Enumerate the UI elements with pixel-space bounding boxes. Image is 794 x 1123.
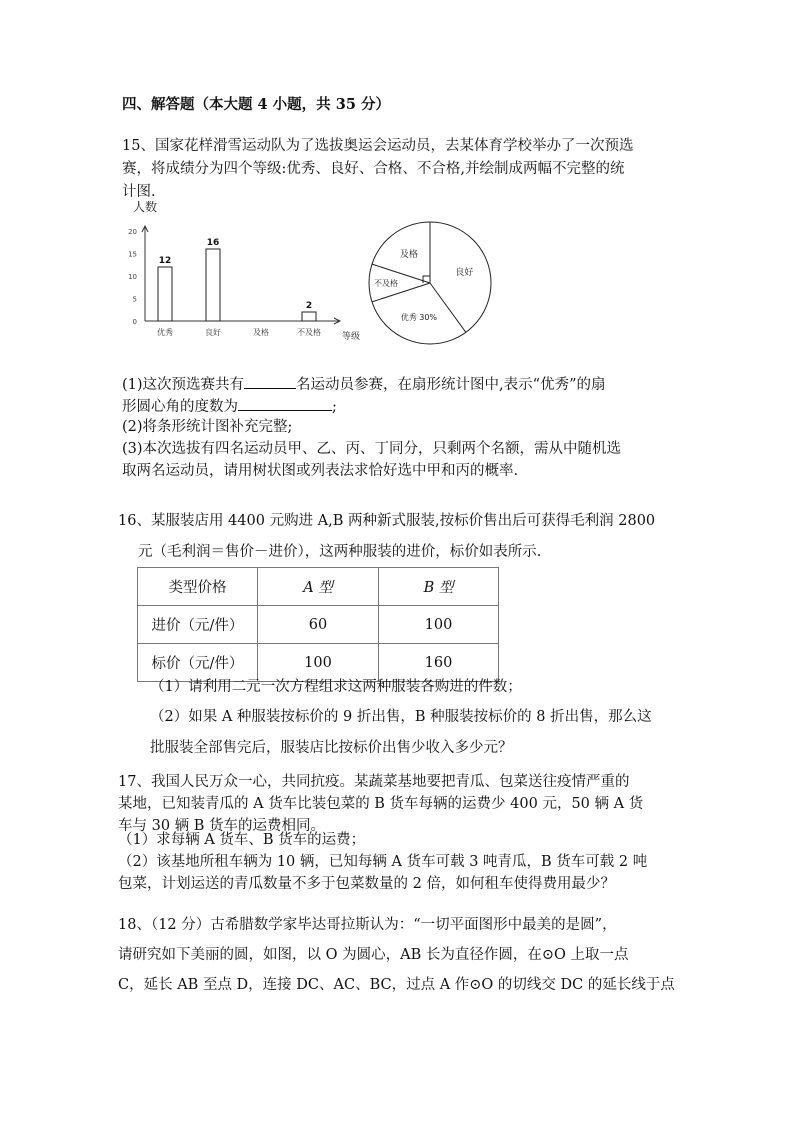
pie-slice-label: 良好 (455, 267, 474, 278)
pie-slice-label: 及格 (399, 249, 418, 260)
answer-blank-angle[interactable] (238, 394, 332, 411)
y-tick-label: 10 (128, 273, 137, 281)
q15-sub1-line-1 (122, 372, 605, 396)
q17-sub2-line-2: 包菜，计划运送的青瓜数量不多于包菜数量的 2 倍，如何租车使得费用最少？ (118, 876, 615, 892)
q15-sub3-line-1: (3)本次选拔有四名运动员甲、乙、丙、丁同分，只剩两个名额，需从中随机选 (122, 441, 622, 457)
q15-line-3: 计图. (122, 184, 156, 200)
q18-line-2: 请研究如下美丽的圆，如图，以 O 为圆心，AB 长为直径作圆，在⊙O 上取一点 (118, 947, 629, 963)
q17-line-2: 某地，已知装青瓜的 A 货车比装包菜的 B 货车每辆的运费少 400 元，50 辆 A 货 (118, 796, 644, 812)
table-header-cell: A 型 (258, 568, 379, 606)
bar-chart (115, 196, 360, 346)
y-tick-label: 20 (128, 228, 137, 236)
y-tick-label: 15 (128, 250, 137, 259)
pie-chart (362, 218, 502, 348)
q16-line-2: 元（毛利润＝售价－进价），这两种服装的进价，标价如表所示. (138, 544, 542, 560)
bar-1 (206, 249, 220, 321)
table-cell: 进价（元/件） (138, 606, 258, 644)
q17-sub2-line-1: （2）该基地所租车辆为 10 辆，已知每辆 A 货车可载 3 吨青瓜，B 货车可载 2 吨 (118, 854, 648, 870)
category-label: 不及格 (297, 328, 321, 337)
q15-sub1-part-a: (1)这次预选赛共有 (122, 377, 245, 393)
table-cell: 100 (258, 644, 379, 682)
category-label: 优秀 (157, 328, 173, 337)
q16-sub2-line-1: （2）如果 A 种服装按标价的 9 折出售，B 种服装按标价的 8 折出售，那么这 (150, 709, 652, 725)
y-tick-label: 5 (132, 295, 137, 304)
q15-sub1-line-2 (122, 394, 337, 418)
section-title: 四、解答题（本大题 4 小题，共 35 分） (122, 96, 390, 113)
table-cell: 标价（元/件） (138, 644, 258, 682)
data-label: 16 (206, 238, 220, 248)
q17-line-3: 车与 30 辆 B 货车的运费相同。 (118, 818, 326, 834)
q16-sub1: （1）请利用二元一次方程组求这两种服装各购进的件数； (150, 679, 522, 695)
q15-sub3-line-2: 取两名运动员，请用树状图或列表法求恰好选中甲和丙的概率. (122, 463, 519, 479)
table-row (138, 568, 499, 606)
bar-0 (158, 267, 172, 321)
table-row (138, 606, 499, 644)
q15-line-2: 赛，将成绩分为四个等级:优秀、良好、合格、不合格,并绘制成两幅不完整的统 (122, 161, 625, 177)
table-cell: 100 (379, 606, 499, 644)
q15-line-1: 15、国家花样滑雪运动队为了选拔奥运会运动员，去某体育学校举办了一次预选 (122, 138, 634, 154)
table-header-cell: B 型 (379, 568, 499, 606)
pie-slice-label: 不及格 (374, 279, 398, 288)
q18-line-1: 18、（12 分）古希腊数学家毕达哥拉斯认为：“一切平面图形中最美的是圆”， (118, 917, 617, 933)
q15-sub1-part-b: 名运动员参赛，在扇形统计图中,表示“优秀”的扇 (296, 377, 606, 393)
q17-line-1: 17、我国人民万众一心，共同抗疫。某蔬菜基地要把青瓜、包菜送往疫情严重的 (118, 774, 630, 790)
y-axis-label: 人数 (133, 200, 158, 214)
x-axis-label: 等级 (342, 332, 360, 342)
q15-sub1-part-c: 形圆心角的度数为 (122, 399, 238, 415)
table-header-cell: 类型价格 (138, 568, 258, 606)
bar-3 (302, 312, 316, 321)
table-cell: 60 (258, 606, 379, 644)
q17-sub1: （1）求每辆 A 货车、B 货车的运费； (118, 832, 366, 848)
q15-sub1-part-d: ; (332, 399, 337, 415)
price-table (137, 567, 499, 682)
q16-sub2-line-2: 批服装全部售完后，服装店比按标价出售少收入多少元？ (150, 740, 513, 756)
data-label: 2 (305, 301, 313, 311)
q18-line-3: C，延长 AB 至点 D，连接 DC、AC、BC，过点 A 作⊙O 的切线交 DC 的延长线于点 (118, 977, 675, 993)
data-label: 12 (158, 256, 172, 266)
pie-slice-label: 优秀 30% (400, 313, 438, 323)
q15-sub2: (2)将条形统计图补充完整; (122, 419, 293, 435)
category-label: 及格 (253, 328, 269, 337)
q16-line-1: 16、某服装店用 4400 元购进 A,B 两种新式服装,按标价售出后可获得毛利润 2800 (118, 513, 656, 529)
y-tick-label: 0 (132, 318, 137, 326)
table-cell: 160 (379, 644, 499, 682)
category-label: 良好 (205, 328, 221, 337)
answer-blank-participants[interactable] (244, 372, 296, 389)
